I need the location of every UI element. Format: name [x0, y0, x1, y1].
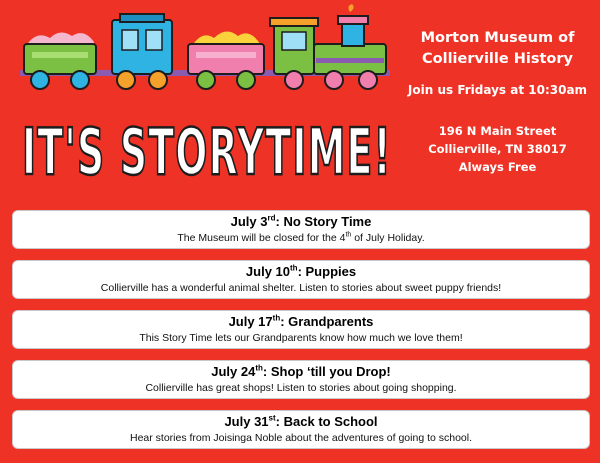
banner-title: IT'S STORYTIME!: [22, 116, 392, 190]
event-heading: July 10th: Puppies: [245, 263, 357, 279]
train-engine-icon: [270, 4, 386, 89]
event-heading: July 31st: Back to School: [224, 413, 378, 429]
museum-name: Morton Museum of Collierville History: [420, 30, 575, 67]
event-heading: July 24th: Shop ‘till you Drop!: [211, 363, 391, 379]
event-description: This Story Time lets our Grandparents know how much we love them!: [139, 332, 463, 344]
event-description: The Museum will be closed for the 4th of July Holiday.: [177, 231, 425, 244]
train-car-icon: [112, 14, 172, 89]
event-card: [12, 410, 590, 449]
price-text: Always Free: [458, 160, 537, 174]
event-description: Collierville has a wonderful animal shelter. Listen to stories about sweet puppy friends!: [100, 282, 502, 294]
train-car-icon: [24, 32, 96, 89]
address-block: [405, 122, 590, 176]
event-description: Hear stories from Joisinga Noble about the adventures of going to school.: [129, 432, 473, 444]
schedule-text: Join us Fridays at 10:30am: [407, 83, 588, 97]
event-card: [12, 360, 590, 399]
event-heading: July 3rd: No Story Time: [230, 213, 372, 229]
event-card: [12, 310, 590, 349]
street-address: 196 N Main Street: [438, 124, 557, 138]
event-description: Collierville has great shops! Listen to stories about going shopping.: [145, 382, 457, 394]
event-heading: July 17th: Grandparents: [228, 313, 374, 329]
storytime-banner: [12, 4, 402, 204]
museum-info: [405, 28, 590, 176]
city-state-zip: Collierville, TN 38017: [428, 142, 567, 156]
event-card: [12, 210, 590, 249]
event-list: [12, 210, 590, 460]
train-car-icon: [188, 31, 264, 89]
event-card: [12, 260, 590, 299]
